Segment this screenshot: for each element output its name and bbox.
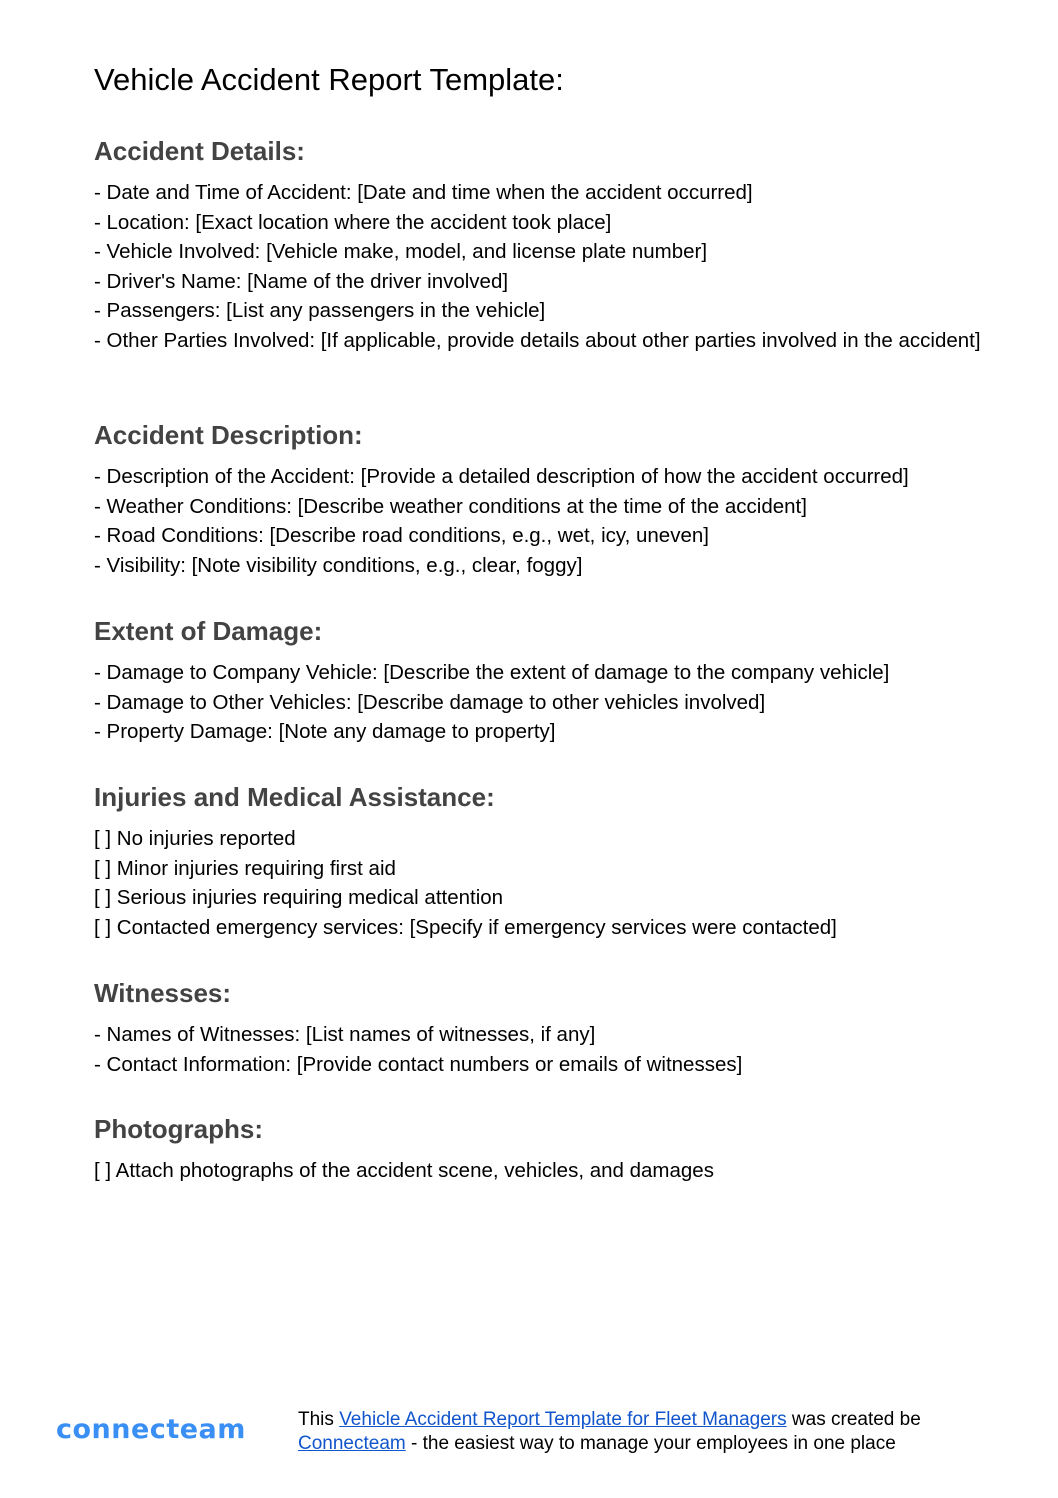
section-heading: Photographs: (94, 1114, 263, 1144)
field-line: - Damage to Other Vehicles: [Describe damage to other vehicles involved] (94, 690, 766, 714)
section-photographs (94, 1112, 994, 1186)
connecteam-logo[interactable]: connecteam (56, 1414, 246, 1445)
template-link[interactable]: Vehicle Accident Report Template for Fleet Managers (339, 1409, 787, 1430)
footer-text-middle: was created be (786, 1409, 921, 1430)
field-line: - Date and Time of Accident: [Date and time when the accident occurred] (94, 181, 753, 204)
section-witnesses (94, 976, 994, 1079)
section-heading: Accident Description: (94, 420, 363, 450)
field-line: - Passengers: [List any passengers in the vehicle] (94, 299, 546, 322)
checkbox-line: [ ] Attach photographs of the accident scene, vehicles, and damages (94, 1159, 714, 1182)
checkbox-line: [ ] No injuries reported (94, 827, 296, 850)
document-title: Vehicle Accident Report Template: (94, 62, 564, 97)
footer-text-prefix: This (298, 1409, 340, 1430)
field-line: - Location: [Exact location where the accident took place] (94, 210, 612, 234)
section-accident-description (94, 418, 994, 580)
field-line: - Road Conditions: [Describe road conditions, e.g., wet, icy, uneven] (94, 524, 709, 547)
section-accident-details (94, 134, 994, 355)
connecteam-link[interactable]: Connecteam (298, 1433, 406, 1454)
field-line: - Property Damage: [Note any damage to property] (94, 720, 556, 743)
field-line: - Contact Information: [Provide contact numbers or emails of witnesses] (94, 1052, 743, 1076)
checkbox-line: [ ] Contacted emergency services: [Specify if emergency services were contacted] (94, 915, 837, 939)
field-line: - Weather Conditions: [Describe weather conditions at the time of the accident] (94, 494, 807, 518)
footer-text (298, 1408, 998, 1456)
section-extent-of-damage (94, 614, 994, 747)
checkbox-line: [ ] Minor injuries requiring first aid (94, 856, 396, 880)
field-line: - Visibility: [Note visibility conditions, e.g., clear, foggy] (94, 553, 583, 577)
field-line: - Vehicle Involved: [Vehicle make, model, and license plate number] (94, 240, 708, 263)
footer-text-suffix: - the easiest way to manage your employees in one place (405, 1433, 896, 1454)
section-heading: Witnesses: (94, 978, 232, 1008)
section-injuries (94, 780, 994, 942)
section-heading: Injuries and Medical Assistance: (94, 782, 495, 812)
field-line: - Names of Witnesses: [List names of witnesses, if any] (94, 1023, 596, 1046)
field-line: - Driver's Name: [Name of the driver involved] (94, 269, 509, 293)
section-heading: Accident Details: (94, 136, 305, 166)
checkbox-line: [ ] Serious injuries requiring medical attention (94, 886, 504, 909)
section-heading: Extent of Damage: (94, 616, 323, 646)
footer (0, 1408, 1058, 1468)
field-line: - Other Parties Involved: [If applicable, provide details about other parties involved in the accident] (94, 328, 981, 352)
field-line: - Damage to Company Vehicle: [Describe the extent of damage to the company vehicle] (94, 661, 890, 684)
field-line: - Description of the Accident: [Provide a detailed description of how the accident occurred] (94, 465, 909, 488)
